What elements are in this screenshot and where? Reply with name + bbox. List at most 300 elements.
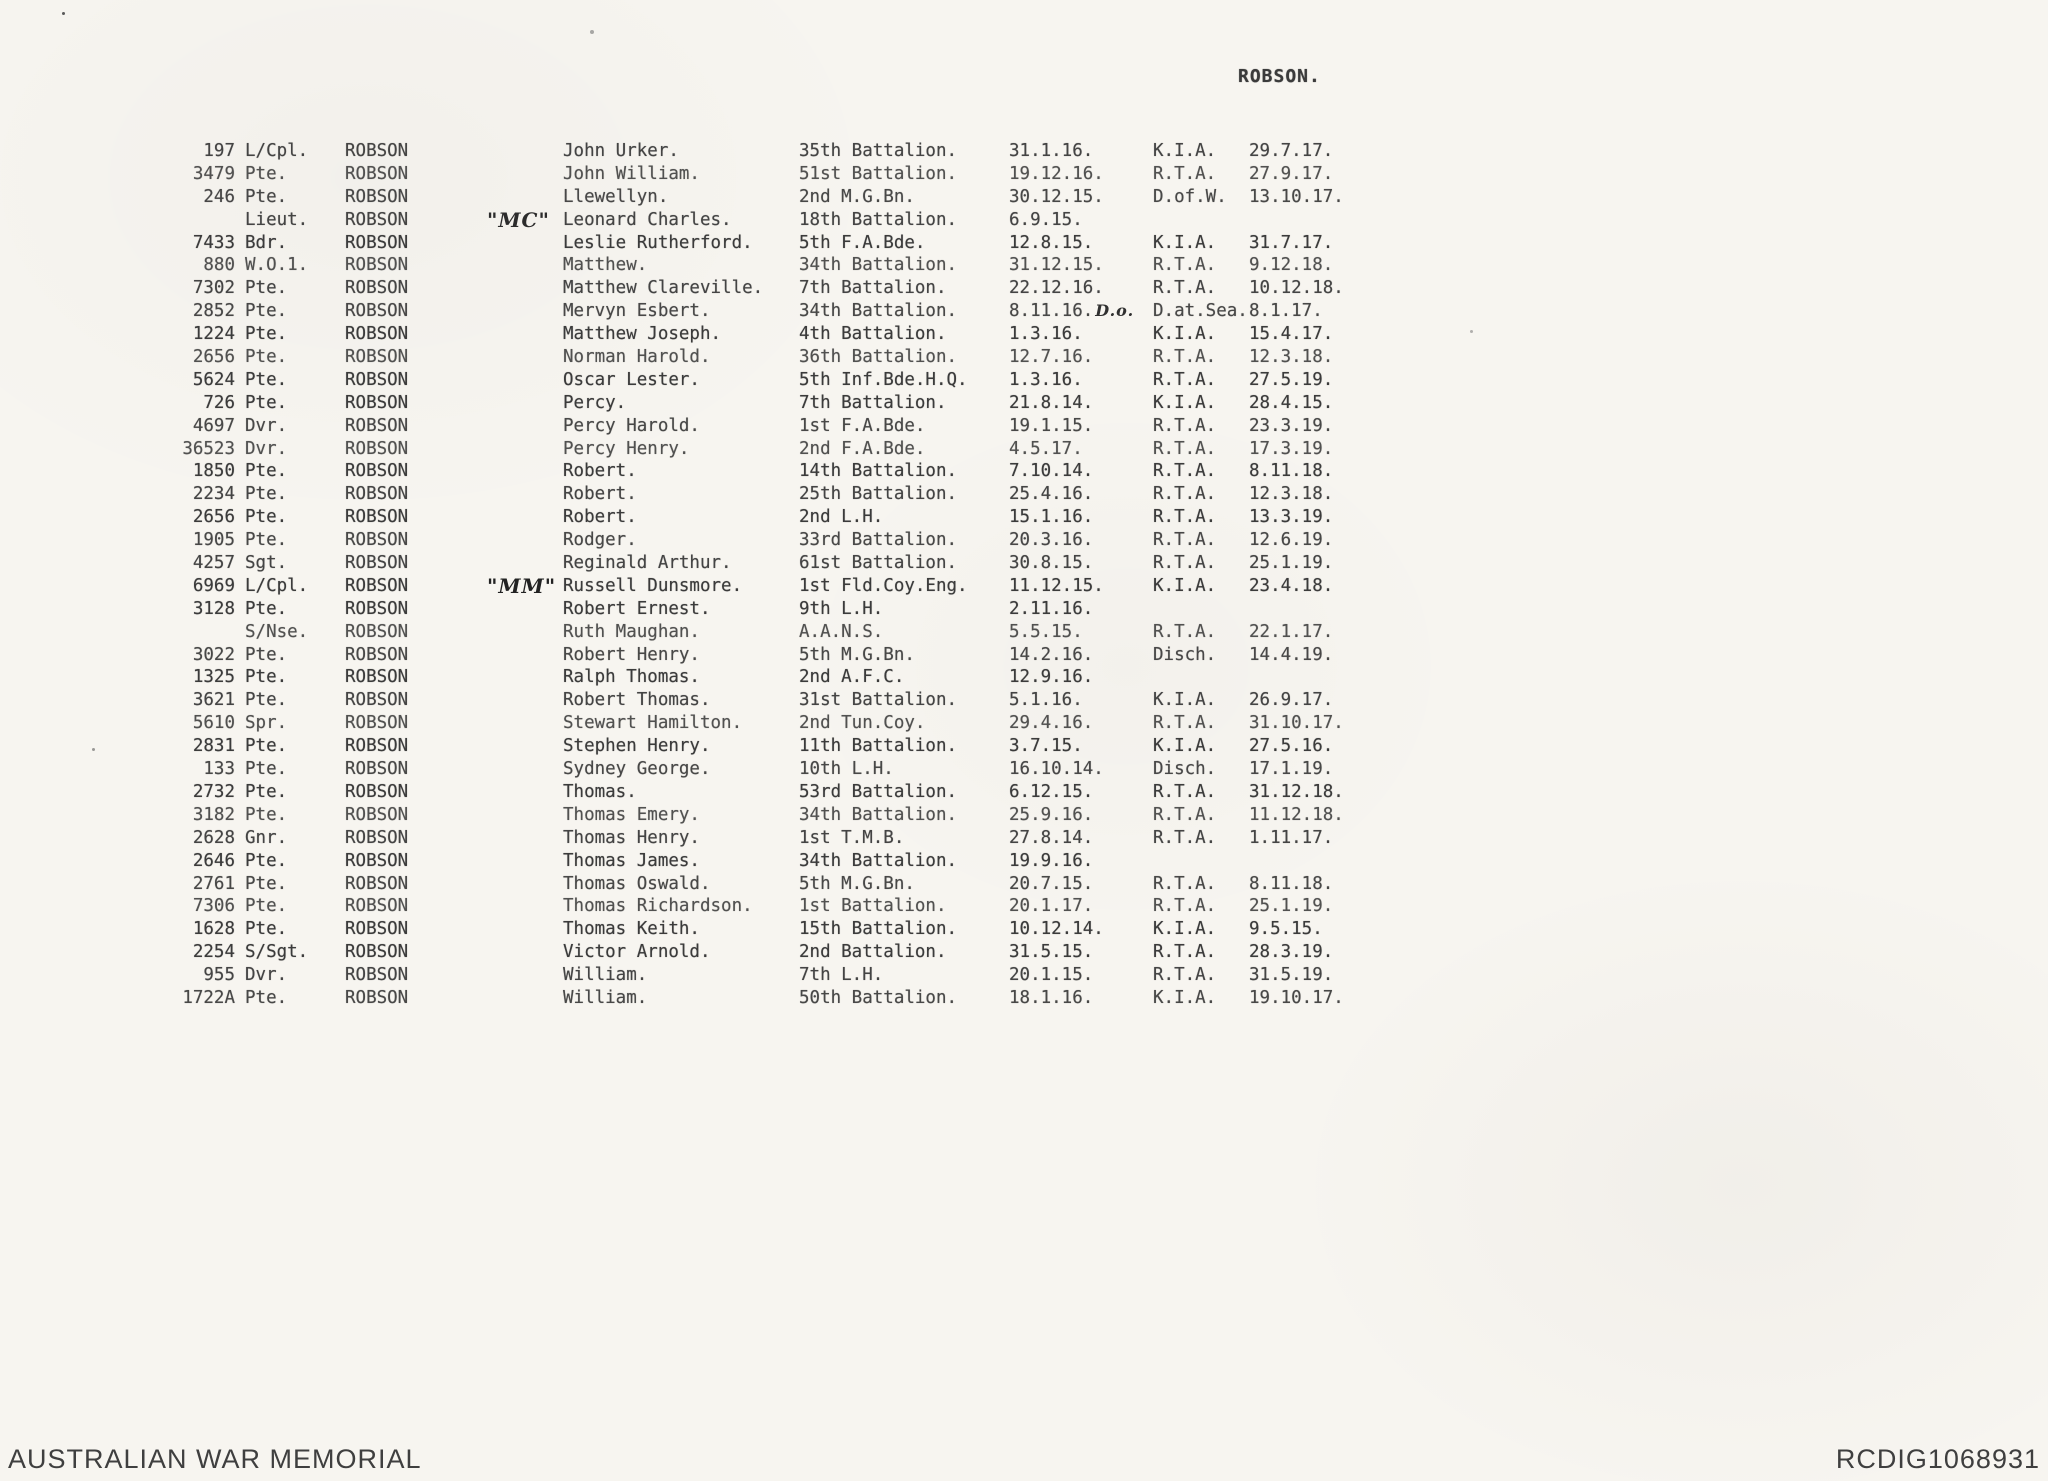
cell-decoration-note — [487, 140, 563, 163]
embark-date-text: 7.10.14. — [1009, 461, 1094, 482]
cell-embark-date — [1009, 598, 1153, 621]
cell-embark-date — [1009, 850, 1153, 873]
table-row — [0, 987, 1460, 1010]
cell-unit: 51st Battalion. — [799, 163, 958, 184]
cell-service-number — [0, 209, 245, 232]
cell-rank: Pte. — [245, 987, 288, 1008]
cell-outcome-date: 27.9.17. — [1249, 163, 1334, 184]
cell-outcome-date: 12.6.19. — [1249, 530, 1334, 551]
cell-service-number: 1905 — [192, 530, 235, 551]
cell-unit: 5th Inf.Bde.H.Q. — [799, 369, 968, 390]
table-row — [0, 529, 1460, 552]
cell-unit: 10th L.H. — [799, 759, 894, 780]
cell-embark-date — [1009, 300, 1153, 323]
cell-outcome-date: 10.12.18. — [1249, 278, 1344, 299]
cell-outcome: R.T.A. — [1153, 369, 1217, 390]
cell-decoration-note — [487, 598, 563, 621]
cell-decoration-note — [487, 163, 563, 186]
cell-surname: ROBSON — [345, 301, 409, 322]
cell-service-number: 2646 — [192, 850, 235, 871]
cell-service-number: 7302 — [192, 278, 235, 299]
cell-given-names: Mervyn Esbert. — [563, 301, 711, 322]
cell-unit: 36th Battalion. — [799, 347, 958, 368]
cell-service-number: 1628 — [192, 919, 235, 940]
cell-given-names: Sydney George. — [563, 759, 711, 780]
cell-decoration-note: "MC" — [487, 207, 550, 232]
table-row — [0, 804, 1460, 827]
embark-date-text: 1.3.16. — [1009, 324, 1083, 345]
cell-outcome: R.T.A. — [1153, 713, 1217, 734]
cell-embark-date — [1009, 277, 1153, 300]
embark-date-text: 8.11.16. — [1009, 301, 1094, 322]
embark-date-text: 5.1.16. — [1009, 690, 1083, 711]
cell-service-number: 2234 — [192, 484, 235, 505]
table-row — [0, 712, 1460, 735]
cell-unit: 2nd M.G.Bn. — [799, 186, 915, 207]
cell-outcome-date: 11.12.18. — [1249, 804, 1344, 825]
embark-date-text: 21.8.14. — [1009, 392, 1094, 413]
embark-date-text: 12.8.15. — [1009, 232, 1094, 253]
cell-surname: ROBSON — [345, 232, 409, 253]
cell-decoration-note — [487, 964, 563, 987]
cell-given-names: Percy Henry. — [563, 438, 690, 459]
cell-surname: ROBSON — [345, 621, 409, 642]
embark-date-text: 25.9.16. — [1009, 804, 1094, 825]
cell-surname: ROBSON — [345, 324, 409, 345]
cell-decoration-note — [487, 918, 563, 941]
cell-rank: Pte. — [245, 919, 288, 940]
cell-unit: 31st Battalion. — [799, 690, 958, 711]
cell-outcome-date: 23.4.18. — [1249, 575, 1334, 596]
embark-date-text: 4.5.17. — [1009, 438, 1083, 459]
cell-given-names: Ralph Thomas. — [563, 667, 700, 688]
cell-service-number: 133 — [203, 759, 235, 780]
cell-surname: ROBSON — [345, 987, 409, 1008]
cell-unit: 7th Battalion. — [799, 278, 947, 299]
cell-rank: Pte. — [245, 324, 288, 345]
table-row — [0, 781, 1460, 804]
cell-surname: ROBSON — [345, 392, 409, 413]
cell-given-names: Robert. — [563, 507, 637, 528]
table-row — [0, 873, 1460, 896]
cell-service-number: 955 — [203, 965, 235, 986]
cell-service-number: 36523 — [182, 438, 235, 459]
table-row — [0, 483, 1460, 506]
cell-unit: 5th M.G.Bn. — [799, 873, 915, 894]
cell-unit: 34th Battalion. — [799, 255, 958, 276]
table-row — [0, 598, 1460, 621]
cell-outcome-date: 13.10.17. — [1249, 186, 1344, 207]
cell-decoration-note — [487, 186, 563, 209]
cell-given-names: William. — [563, 987, 648, 1008]
cell-decoration-note — [487, 277, 563, 300]
table-row — [0, 186, 1460, 209]
cell-surname: ROBSON — [345, 965, 409, 986]
cell-unit: 50th Battalion. — [799, 987, 958, 1008]
table-row — [0, 277, 1460, 300]
cell-outcome-date: 27.5.16. — [1249, 736, 1334, 757]
cell-surname: ROBSON — [345, 598, 409, 619]
cell-embark-date — [1009, 460, 1153, 483]
cell-embark-date — [1009, 552, 1153, 575]
cell-service-number: 2831 — [192, 736, 235, 757]
cell-surname: ROBSON — [345, 255, 409, 276]
table-row — [0, 254, 1460, 277]
cell-rank: Pte. — [245, 896, 288, 917]
cell-outcome-date: 9.12.18. — [1249, 255, 1334, 276]
cell-service-number: 3022 — [192, 644, 235, 665]
table-row — [0, 758, 1460, 781]
cell-outcome-date: 29.7.17. — [1249, 141, 1334, 161]
embark-date-text: 19.12.16. — [1009, 163, 1104, 184]
cell-outcome-date — [1249, 850, 1399, 873]
embark-date-text: 31.1.16. — [1009, 141, 1094, 161]
cell-outcome-date: 9.5.15. — [1249, 919, 1323, 940]
cell-given-names: Stephen Henry. — [563, 736, 711, 757]
embark-date-text: 10.12.14. — [1009, 919, 1104, 940]
cell-surname: ROBSON — [345, 484, 409, 505]
cell-given-names: Victor Arnold. — [563, 942, 711, 963]
cell-given-names: Thomas James. — [563, 850, 700, 871]
cell-embark-date — [1009, 987, 1153, 1010]
table-row — [0, 552, 1460, 575]
cell-given-names: Leonard Charles. — [563, 209, 732, 230]
cell-given-names: William. — [563, 965, 648, 986]
cell-service-number: 1722A — [182, 987, 235, 1008]
cell-rank: W.O.1. — [245, 255, 309, 276]
cell-embark-date — [1009, 392, 1153, 415]
cell-rank: Pte. — [245, 690, 288, 711]
cell-given-names: Robert. — [563, 461, 637, 482]
cell-surname: ROBSON — [345, 530, 409, 551]
table-row — [0, 232, 1460, 255]
cell-embark-date — [1009, 781, 1153, 804]
cell-service-number: 5610 — [192, 713, 235, 734]
cell-rank: Pte. — [245, 392, 288, 413]
cell-surname: ROBSON — [345, 347, 409, 368]
cell-service-number: 1850 — [192, 461, 235, 482]
embark-date-text: 30.12.15. — [1009, 186, 1104, 207]
cell-outcome-date: 31.7.17. — [1249, 232, 1334, 253]
cell-outcome-date: 25.1.19. — [1249, 553, 1334, 574]
cell-decoration-note — [487, 323, 563, 346]
cell-outcome-date: 15.4.17. — [1249, 324, 1334, 345]
cell-outcome: R.T.A. — [1153, 827, 1217, 848]
cell-service-number: 1325 — [192, 667, 235, 688]
cell-given-names: Thomas. — [563, 781, 637, 802]
cell-embark-date — [1009, 346, 1153, 369]
cell-surname: ROBSON — [345, 690, 409, 711]
cell-unit: 25th Battalion. — [799, 484, 958, 505]
cell-outcome: R.T.A. — [1153, 873, 1217, 894]
cell-unit: A.A.N.S. — [799, 621, 884, 642]
cell-decoration-note — [487, 781, 563, 804]
cell-given-names: Robert Ernest. — [563, 598, 711, 619]
embark-date-text: 19.9.16. — [1009, 850, 1094, 871]
cell-surname: ROBSON — [345, 369, 409, 390]
cell-decoration-note — [487, 644, 563, 667]
cell-decoration-note — [487, 300, 563, 323]
cell-outcome-date — [1249, 666, 1399, 689]
embark-date-text: 19.1.15. — [1009, 415, 1094, 436]
cell-embark-date — [1009, 483, 1153, 506]
cell-decoration-note — [487, 827, 563, 850]
cell-outcome-date: 31.5.19. — [1249, 965, 1334, 986]
cell-embark-date — [1009, 529, 1153, 552]
cell-embark-date — [1009, 895, 1153, 918]
cell-outcome-date: 25.1.19. — [1249, 896, 1334, 917]
cell-surname: ROBSON — [345, 507, 409, 528]
cell-outcome: K.I.A. — [1153, 987, 1217, 1008]
cell-unit: 2nd Tun.Coy. — [799, 713, 926, 734]
cell-unit: 35th Battalion. — [799, 141, 958, 161]
cell-outcome: R.T.A. — [1153, 163, 1217, 184]
cell-service-number: 6969 — [192, 575, 235, 596]
embark-date-text: 27.8.14. — [1009, 827, 1094, 848]
cell-outcome: R.T.A. — [1153, 484, 1217, 505]
cell-outcome-date: 8.1.17. — [1249, 301, 1323, 322]
cell-surname: ROBSON — [345, 163, 409, 184]
cell-surname: ROBSON — [345, 919, 409, 940]
cell-given-names: Ruth Maughan. — [563, 621, 700, 642]
cell-outcome: D.of.W. — [1153, 186, 1227, 207]
cell-outcome-date: 19.10.17. — [1249, 987, 1344, 1008]
cell-surname: ROBSON — [345, 804, 409, 825]
cell-unit: 1st F.A.Bde. — [799, 415, 926, 436]
embark-date-text: 25.4.16. — [1009, 484, 1094, 505]
cell-outcome: R.T.A. — [1153, 621, 1217, 642]
cell-rank: Bdr. — [245, 232, 288, 253]
cell-outcome: K.I.A. — [1153, 736, 1217, 757]
cell-surname: ROBSON — [345, 781, 409, 802]
cell-outcome-date: 17.3.19. — [1249, 438, 1334, 459]
cell-given-names: Thomas Keith. — [563, 919, 700, 940]
table-row — [0, 300, 1460, 323]
cell-outcome: K.I.A. — [1153, 232, 1217, 253]
cell-service-number: 2761 — [192, 873, 235, 894]
cell-embark-date — [1009, 644, 1153, 667]
table-row — [0, 392, 1460, 415]
cell-rank: L/Cpl. — [245, 575, 309, 596]
embark-date-text: 3.7.15. — [1009, 736, 1083, 757]
cell-outcome-date: 27.5.19. — [1249, 369, 1334, 390]
cell-rank: S/Sgt. — [245, 942, 309, 963]
embark-date-text: 18.1.16. — [1009, 987, 1094, 1008]
cell-outcome-date: 31.10.17. — [1249, 713, 1344, 734]
cell-given-names: Matthew. — [563, 255, 648, 276]
table-row — [0, 644, 1460, 667]
cell-decoration-note — [487, 506, 563, 529]
cell-given-names: Stewart Hamilton. — [563, 713, 743, 734]
cell-rank: Spr. — [245, 713, 288, 734]
cell-service-number: 726 — [203, 392, 235, 413]
embark-date-text: 31.12.15. — [1009, 255, 1104, 276]
cell-surname: ROBSON — [345, 667, 409, 688]
cell-outcome-date — [1249, 598, 1399, 621]
cell-rank: Pte. — [245, 759, 288, 780]
cell-decoration-note — [487, 254, 563, 277]
cell-service-number: 4697 — [192, 415, 235, 436]
cell-decoration-note — [487, 483, 563, 506]
cell-service-number: 7306 — [192, 896, 235, 917]
embark-date-text: 14.2.16. — [1009, 644, 1094, 665]
cell-outcome: R.T.A. — [1153, 438, 1217, 459]
cell-decoration-note — [487, 529, 563, 552]
cell-service-number: 3128 — [192, 598, 235, 619]
cell-service-number: 5624 — [192, 369, 235, 390]
cell-unit: 2nd A.F.C. — [799, 667, 905, 688]
cell-surname: ROBSON — [345, 759, 409, 780]
embark-date-text: 12.9.16. — [1009, 667, 1094, 688]
cell-outcome-date: 22.1.17. — [1249, 621, 1334, 642]
cell-decoration-note — [487, 346, 563, 369]
embark-date-text: 20.1.17. — [1009, 896, 1094, 917]
cell-decoration-note — [487, 369, 563, 392]
cell-given-names: Oscar Lester. — [563, 369, 700, 390]
cell-decoration-note — [487, 666, 563, 689]
cell-service-number — [0, 621, 245, 644]
cell-outcome — [1153, 666, 1249, 689]
cell-service-number: 2656 — [192, 507, 235, 528]
cell-surname: ROBSON — [345, 896, 409, 917]
cell-decoration-note — [487, 873, 563, 896]
cell-rank: Pte. — [245, 804, 288, 825]
cell-outcome: K.I.A. — [1153, 324, 1217, 345]
cell-unit: 14th Battalion. — [799, 461, 958, 482]
cell-embark-date — [1009, 140, 1153, 163]
cell-surname: ROBSON — [345, 415, 409, 436]
cell-service-number: 2732 — [192, 781, 235, 802]
cell-embark-date — [1009, 575, 1153, 598]
cell-rank: Pte. — [245, 369, 288, 390]
cell-unit: 34th Battalion. — [799, 804, 958, 825]
embark-date-text: 6.9.15. — [1009, 209, 1083, 230]
cell-decoration-note — [487, 850, 563, 873]
cell-rank: Pte. — [245, 850, 288, 871]
cell-rank: Pte. — [245, 507, 288, 528]
cell-rank: Sgt. — [245, 553, 288, 574]
cell-surname: ROBSON — [345, 644, 409, 665]
cell-decoration-note — [487, 460, 563, 483]
cell-decoration-note — [487, 895, 563, 918]
cell-outcome: R.T.A. — [1153, 347, 1217, 368]
cell-surname: ROBSON — [345, 873, 409, 894]
cell-rank: Pte. — [245, 598, 288, 619]
cell-embark-date — [1009, 438, 1153, 461]
embark-date-text: 20.1.15. — [1009, 965, 1094, 986]
cell-given-names: Matthew Clareville. — [563, 278, 764, 299]
table-row — [0, 964, 1460, 987]
cell-rank: Lieut. — [245, 209, 309, 230]
cell-surname: ROBSON — [345, 575, 409, 596]
cell-surname: ROBSON — [345, 209, 409, 230]
cell-unit: 1st Fld.Coy.Eng. — [799, 575, 968, 596]
cell-surname: ROBSON — [345, 278, 409, 299]
cell-embark-date — [1009, 621, 1153, 644]
table-row — [0, 575, 1460, 598]
cell-decoration-note — [487, 735, 563, 758]
cell-embark-date — [1009, 254, 1153, 277]
cell-unit: 2nd L.H. — [799, 507, 884, 528]
cell-embark-date — [1009, 323, 1153, 346]
cell-rank: Pte. — [245, 781, 288, 802]
cell-given-names: Thomas Oswald. — [563, 873, 711, 894]
cell-service-number: 4257 — [192, 553, 235, 574]
cell-unit: 18th Battalion. — [799, 209, 958, 230]
embark-date-text: 5.5.15. — [1009, 621, 1083, 642]
table-row — [0, 735, 1460, 758]
scan-speck — [1470, 330, 1473, 333]
cell-unit: 1st T.M.B. — [799, 827, 905, 848]
table-row — [0, 323, 1460, 346]
cell-unit: 7th Battalion. — [799, 392, 947, 413]
cell-embark-date — [1009, 666, 1153, 689]
cell-given-names: John Urker. — [563, 141, 679, 161]
cell-rank: Pte. — [245, 667, 288, 688]
embark-date-text: 29.4.16. — [1009, 713, 1094, 734]
embark-date-text: 15.1.16. — [1009, 507, 1094, 528]
cell-outcome: R.T.A. — [1153, 965, 1217, 986]
cell-decoration-note — [487, 621, 563, 644]
handwritten-date-note: D.o. — [1095, 301, 1135, 321]
cell-rank: Dvr. — [245, 415, 288, 436]
table-row — [0, 666, 1460, 689]
cell-rank: Pte. — [245, 186, 288, 207]
cell-decoration-note — [487, 941, 563, 964]
table-row — [0, 941, 1460, 964]
cell-decoration-note — [487, 232, 563, 255]
cell-outcome: Disch. — [1153, 644, 1217, 665]
table-row — [0, 506, 1460, 529]
cell-outcome-date: 23.3.19. — [1249, 415, 1334, 436]
cell-given-names: Thomas Richardson. — [563, 896, 753, 917]
cell-decoration-note — [487, 758, 563, 781]
cell-decoration-note — [487, 804, 563, 827]
cell-rank: Pte. — [245, 347, 288, 368]
cell-decoration-note — [487, 712, 563, 735]
cell-service-number: 2628 — [192, 827, 235, 848]
cell-given-names: John William. — [563, 163, 700, 184]
cell-given-names: Thomas Emery. — [563, 804, 700, 825]
cell-surname: ROBSON — [345, 438, 409, 459]
cell-embark-date — [1009, 941, 1153, 964]
cell-service-number: 3182 — [192, 804, 235, 825]
cell-unit: 7th L.H. — [799, 965, 884, 986]
table-row — [0, 209, 1460, 232]
cell-unit: 1st Battalion. — [799, 896, 947, 917]
cell-surname: ROBSON — [345, 827, 409, 848]
cell-decoration-note — [487, 438, 563, 461]
scan-speck — [92, 748, 95, 751]
cell-outcome: R.T.A. — [1153, 942, 1217, 963]
cell-rank: L/Cpl. — [245, 141, 309, 161]
cell-surname: ROBSON — [345, 461, 409, 482]
cell-unit: 34th Battalion. — [799, 850, 958, 871]
archive-reference-id: RCDIG1068931 — [1835, 1444, 2040, 1474]
cell-service-number: 2656 — [192, 347, 235, 368]
cell-rank: Pte. — [245, 278, 288, 299]
cell-service-number: 246 — [203, 186, 235, 207]
cell-outcome-date: 17.1.19. — [1249, 759, 1334, 780]
cell-rank: Pte. — [245, 484, 288, 505]
cell-given-names: Robert Thomas. — [563, 690, 711, 711]
cell-embark-date — [1009, 758, 1153, 781]
cell-given-names: Thomas Henry. — [563, 827, 700, 848]
nominal-roll-list — [0, 140, 1460, 1010]
cell-decoration-note: "MM" — [487, 573, 557, 598]
cell-embark-date — [1009, 964, 1153, 987]
cell-embark-date — [1009, 689, 1153, 712]
